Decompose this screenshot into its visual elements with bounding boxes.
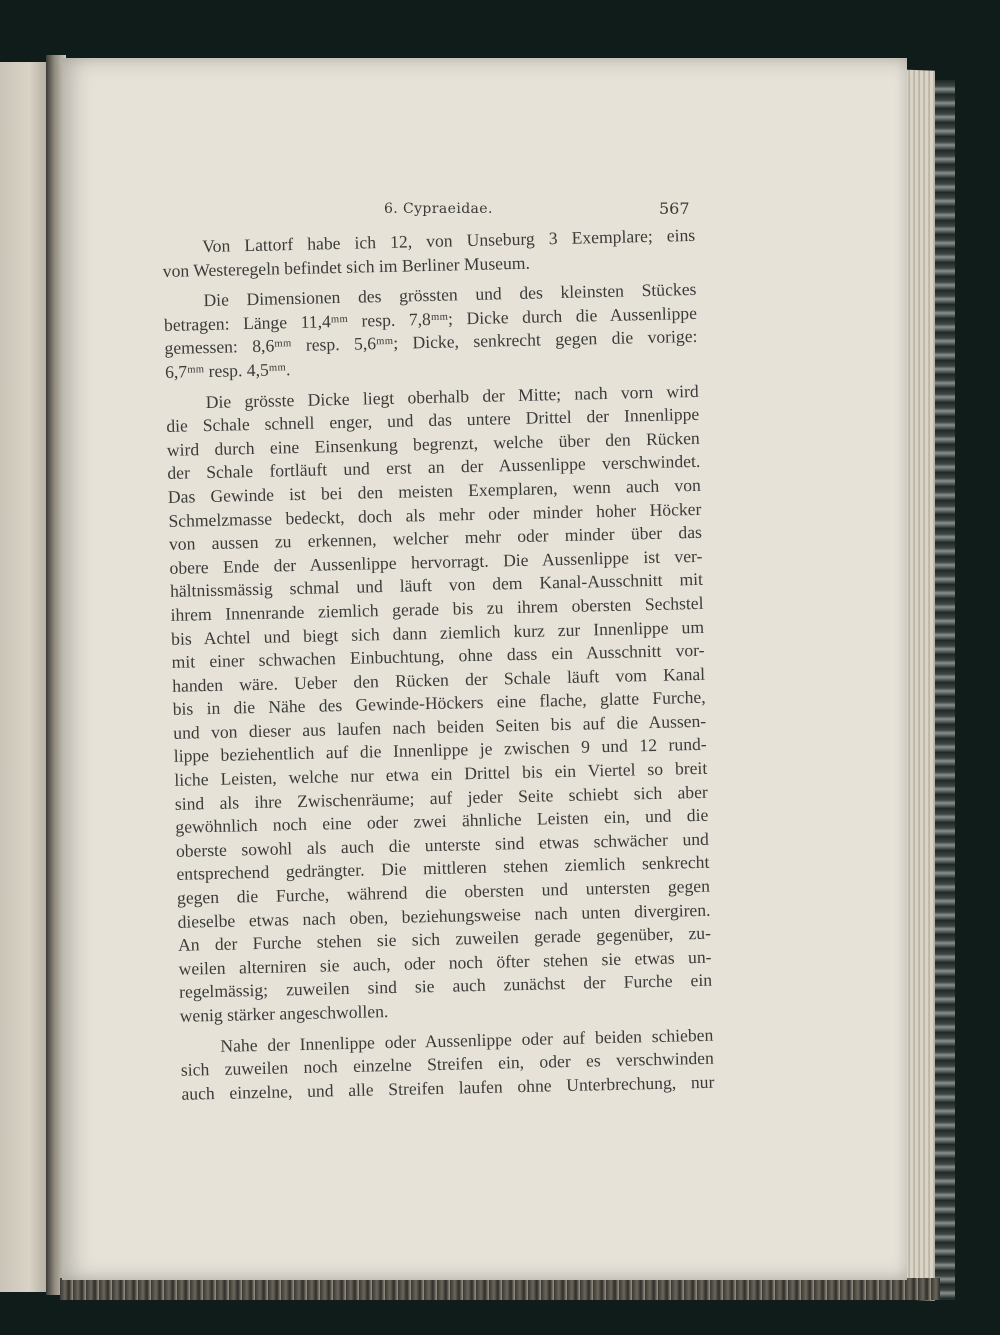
text-line: dieselbe etwas nach oben, beziehungsweise nach unten divergiren. — [177, 899, 711, 932]
text-line: gemessen: 8,6ᵐᵐ resp. 5,6ᵐᵐ; Dicke, senkrecht gegen die vorige: — [164, 326, 698, 359]
text-line: 6,7ᵐᵐ resp. 4,5ᵐᵐ. — [164, 359, 291, 382]
text-line: entsprechend gedrängter. Die mittleren stehen ziemlich senkrecht — [176, 852, 710, 885]
text-line: mit einer schwachen Einbuchtung, ohne dass ein Ausschnitt vor- — [171, 639, 705, 672]
running-title: 6. Cypraeidae. — [384, 201, 493, 217]
text-line: Das Gewinde ist bei den meisten Exemplaren, wenn auch von — [167, 474, 702, 507]
text-line: von aussen zu erkennen, welcher mehr oder minder über das — [168, 521, 703, 555]
text-line: obere Ende der Aussenlippe hervorragt. Die Aussenlippe ist ver- — [169, 545, 703, 578]
text-line: handen wäre. Ueber den Rücken der Schale läuft vom Kanal — [171, 663, 706, 696]
text-line: Schmelzmasse bedeckt, doch als mehr oder minder hoher Höcker — [168, 498, 702, 531]
text-line: An der Furche stehen sie sich zuweilen gerade gegenüber, zu- — [177, 922, 712, 956]
book-bottom-edge — [60, 1278, 940, 1300]
right-page — [62, 58, 907, 1280]
text-line: auch einzelne, und alle Streifen laufen ohne Unterbrechung, nur — [181, 1071, 715, 1104]
text-line: der Schale fortläuft und erst an der Aussenlippe verschwindet. — [167, 451, 701, 484]
page-number: 567 — [659, 199, 690, 218]
text-line: oberste sowohl als auch die unterste sind etwas schwächer und — [175, 828, 710, 861]
text-line: sich zuweilen noch einzelne Streifen ein, oder es verschwinden — [180, 1047, 715, 1080]
text-line: lippe beziehentlich auf die Innenlippe je zwischen 9 und 12 rund- — [173, 734, 707, 767]
left-page-edge — [0, 62, 48, 1292]
text-line: bis in die Nähe des Gewinde-Höckers eine flache, glatte Furche, — [172, 687, 706, 720]
text-line: Von Lattorf habe ich 12, von Unseburg 3 Exemplare; eins — [202, 224, 696, 257]
text-line: Nahe der Innenlippe oder Aussenlippe oder auf beiden schieben — [220, 1024, 714, 1056]
text-line: ihrem Innenrande ziemlich gerade bis zu ihrem obersten Sechstel — [170, 592, 704, 625]
text-line: wenig stärker angeschwollen. — [179, 1001, 389, 1026]
text-line: wird durch eine Einsenkung begrenzt, welche über den Rücken — [166, 427, 700, 460]
text-line: die Schale schnell enger, und das untere Drittel der Innenlippe — [166, 404, 700, 437]
text-line: gewöhnlich noch eine oder zwei ähnliche Leisten ein, und die — [175, 805, 709, 838]
text-line: und von dieser aus laufen nach beiden Seiten bis auf die Aussen- — [173, 710, 707, 743]
text-line: bis Achtel und biegt sich dann ziemlich kurz zur Innenlippe um — [170, 616, 705, 649]
body-text — [162, 224, 715, 1106]
text-line: regelmässig; zuweilen sind sie auch zunächst der Furche ein — [178, 970, 713, 1003]
text-line: betragen: Länge 11,4ᵐᵐ resp. 7,8ᵐᵐ; Dicke durch die Aussenlippe — [163, 302, 698, 335]
text-line: weilen alterniren sie auch, oder noch öfter stehen sie etwas un- — [178, 946, 712, 979]
text-line: Die Dimensionen des grössten und des kleinsten Stückes — [203, 279, 697, 311]
text-line: hältnissmässig schmal und läuft von dem Kanal-Ausschnitt mit — [169, 569, 704, 602]
text-line: sind als ihre Zwischenräume; auf jeder Seite schiebt sich aber — [174, 781, 708, 814]
text-line: gegen die Furche, während die obersten und untersten gegen — [176, 875, 711, 908]
text-line: Die grösste Dicke liegt oberhalb der Mitte; nach vorn wird — [205, 380, 699, 412]
text-line: liche Leisten, welche nur etwa ein Drittel bis ein Viertel so breit — [174, 757, 708, 790]
text-line: von Westeregeln befindet sich im Berliner Museum. — [162, 252, 531, 281]
